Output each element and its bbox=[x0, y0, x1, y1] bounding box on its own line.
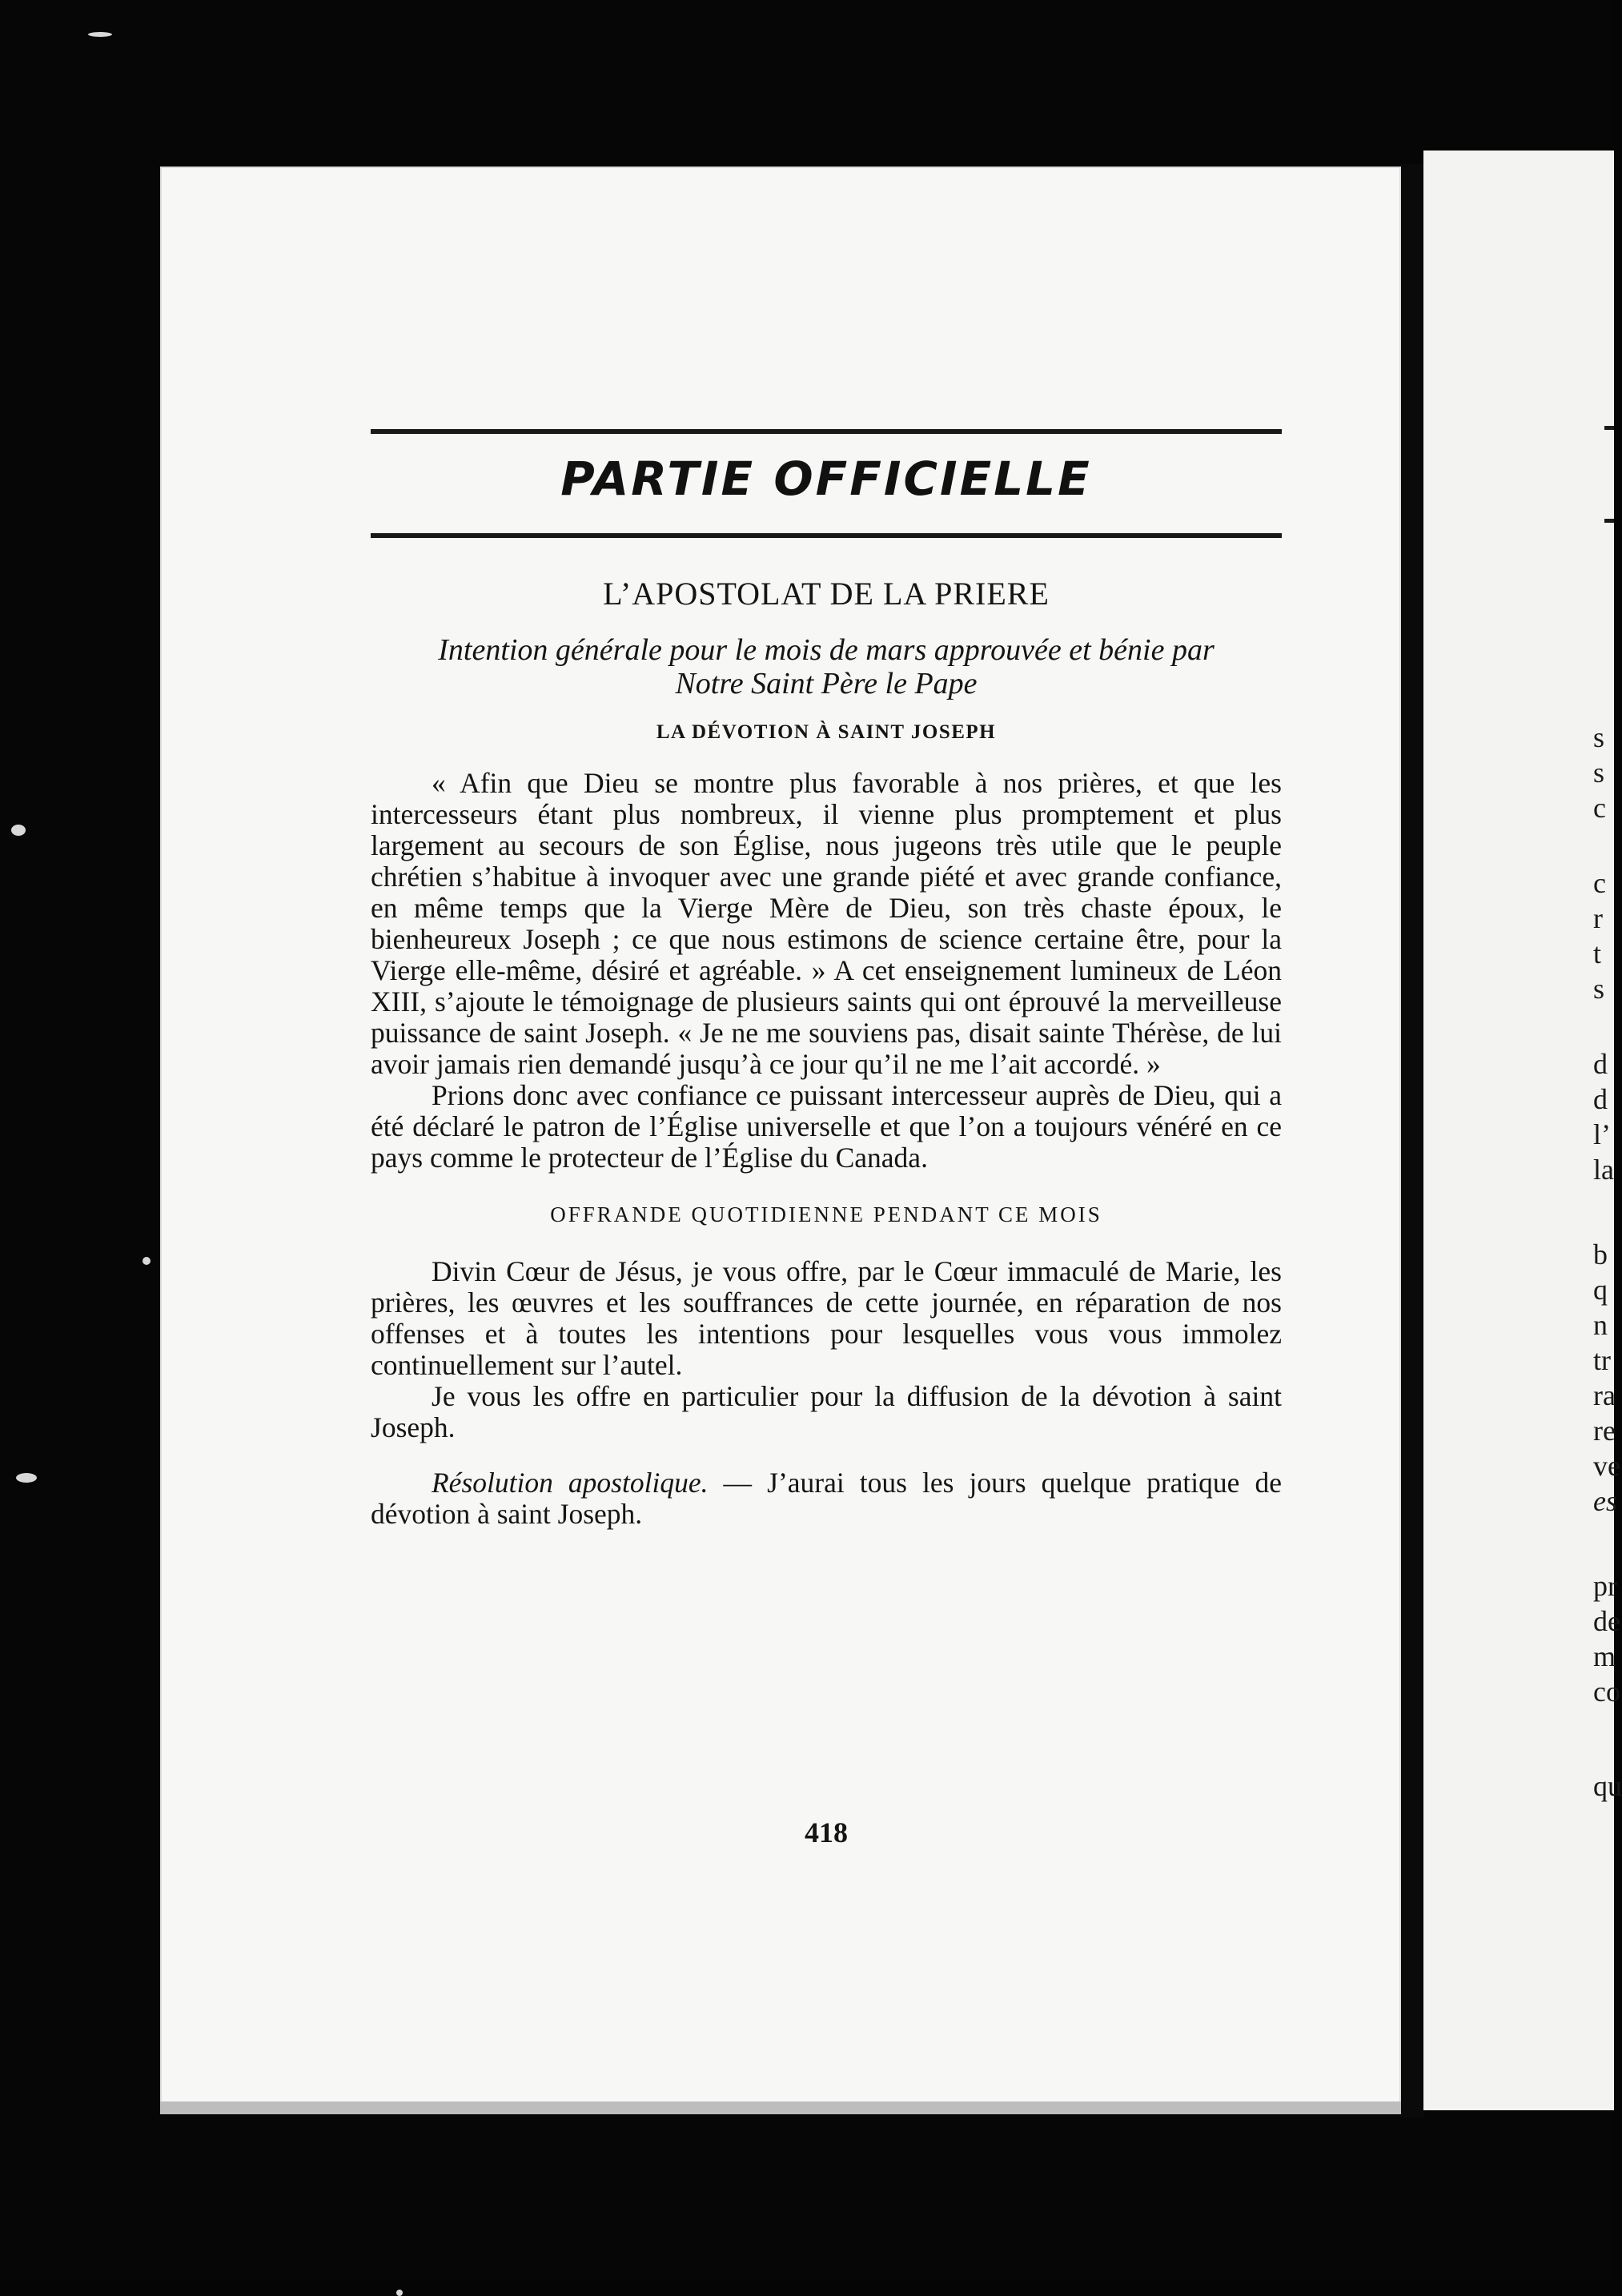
intention-line-1: Intention générale pour le mois de mars approuvée et bénie par bbox=[438, 633, 1214, 667]
article-body bbox=[371, 575, 1282, 1530]
intention-heading bbox=[371, 633, 1282, 700]
resolution-label: Résolution apostolique. bbox=[432, 1467, 709, 1499]
resolution-text: — J’aurai tous les jours quelque pratique de dévotion à saint Joseph. bbox=[371, 1467, 1282, 1530]
scan-speck bbox=[16, 1473, 37, 1483]
adjacent-text-fragment: pr bbox=[1593, 1570, 1617, 1602]
adjacent-text-fragment: q bbox=[1593, 1274, 1608, 1306]
paragraph-1: « Afin que Dieu se montre plus favorable à nos prières, et que les intercesseurs étant plus nombreux, il vienne plus promptement et plus largement au secours de son Église, nous jugeons très utile que le peuple chrétien s’habitue à invoquer avec une grande piété et avec grande confiance, en même temps que la Vierge Mère de Dieu, son très chaste époux, le bienheureux Joseph ; ce que nous estimons de science certaine être, pour la Vierge elle-même, désiré et agréable. » A cet enseignement lumineux de Léon XIII, s’ajoute le témoignage de plusieurs saints qui ont éprouvé la merveilleuse puissance de saint Joseph. « Je ne me souviens pas, disait sainte Thérèse, de lui avoir jamais rien demandé jusqu’à ce jour qu’il ne me l’ait accordé. » bbox=[371, 767, 1282, 1080]
scan-speck bbox=[11, 825, 26, 836]
scan-speck bbox=[143, 1257, 151, 1265]
paragraph-2: Prions donc avec confiance ce puissant intercesseur auprès de Dieu, qui a été déclaré le patron de l’Église universelle et que l’on a toujours vénéré en ce pays comme le protecteur de l’Église du Canada. bbox=[371, 1079, 1282, 1174]
adjacent-text-fragment: tr bbox=[1593, 1344, 1611, 1376]
adjacent-text-fragment: qu bbox=[1593, 1770, 1622, 1802]
adjacent-page bbox=[1423, 151, 1614, 2110]
adjacent-text-fragment: es bbox=[1593, 1485, 1617, 1517]
adjacent-text-fragment: s bbox=[1593, 721, 1605, 753]
book-gutter bbox=[1401, 164, 1423, 2117]
resolution-paragraph bbox=[371, 1467, 1282, 1530]
subheading-offrande: OFFRANDE QUOTIDIENNE PENDANT CE MOIS bbox=[550, 1202, 1102, 1226]
adjacent-text-fragment: s bbox=[1593, 757, 1605, 789]
adjacent-text-fragment: re bbox=[1593, 1415, 1616, 1447]
page-bottom-edge bbox=[160, 2101, 1401, 2114]
adjacent-text-fragment: c bbox=[1593, 867, 1606, 899]
adjacent-text-fragment: s bbox=[1593, 973, 1605, 1005]
adjacent-text-fragment: la bbox=[1593, 1154, 1614, 1186]
scan-speck bbox=[88, 32, 112, 37]
article-title: L’APOSTOLAT DE LA PRIERE bbox=[603, 576, 1050, 612]
adjacent-text-fragment: co bbox=[1593, 1676, 1620, 1708]
adjacent-text-fragment: ra bbox=[1593, 1379, 1616, 1411]
adjacent-text-fragment: m bbox=[1593, 1640, 1616, 1672]
adjacent-text-fragment: de bbox=[1593, 1605, 1620, 1637]
adjacent-text-fragment: n bbox=[1593, 1309, 1608, 1341]
adjacent-text-fragment: ve bbox=[1593, 1450, 1620, 1482]
adjacent-text-fragment: b bbox=[1593, 1238, 1608, 1270]
adjacent-text-fragment: l’ bbox=[1593, 1118, 1611, 1150]
adjacent-rule bbox=[1604, 426, 1614, 430]
scan-speck bbox=[396, 2290, 403, 2296]
paragraph-3: Divin Cœur de Jésus, je vous offre, par le Cœur immaculé de Marie, les prières, les œuvres et les souffrances de cette journée, en réparation de nos offenses et à toutes les intentions pour lesquelles vous vous immolez continuellement sur l’autel. bbox=[371, 1255, 1282, 1381]
subheading-devotion: LA DÉVOTION À SAINT JOSEPH bbox=[656, 721, 997, 743]
adjacent-text-fragment: c bbox=[1593, 792, 1606, 824]
section-title: PARTIE OFFICIELLE bbox=[560, 452, 1092, 506]
header-rule-bottom bbox=[371, 533, 1282, 538]
adjacent-text-fragment: t bbox=[1593, 937, 1602, 969]
adjacent-text-fragment: r bbox=[1593, 902, 1603, 934]
paragraph-4: Je vous les offre en particulier pour la diffusion de la dévotion à saint Joseph. bbox=[371, 1380, 1282, 1443]
adjacent-text-fragment: d bbox=[1593, 1083, 1608, 1115]
page-number: 418 bbox=[805, 1816, 848, 1848]
adjacent-rule bbox=[1604, 519, 1614, 523]
header-rule-top bbox=[371, 429, 1282, 434]
adjacent-text-fragment: d bbox=[1593, 1048, 1608, 1080]
intention-line-2: Notre Saint Père le Pape bbox=[675, 667, 978, 700]
